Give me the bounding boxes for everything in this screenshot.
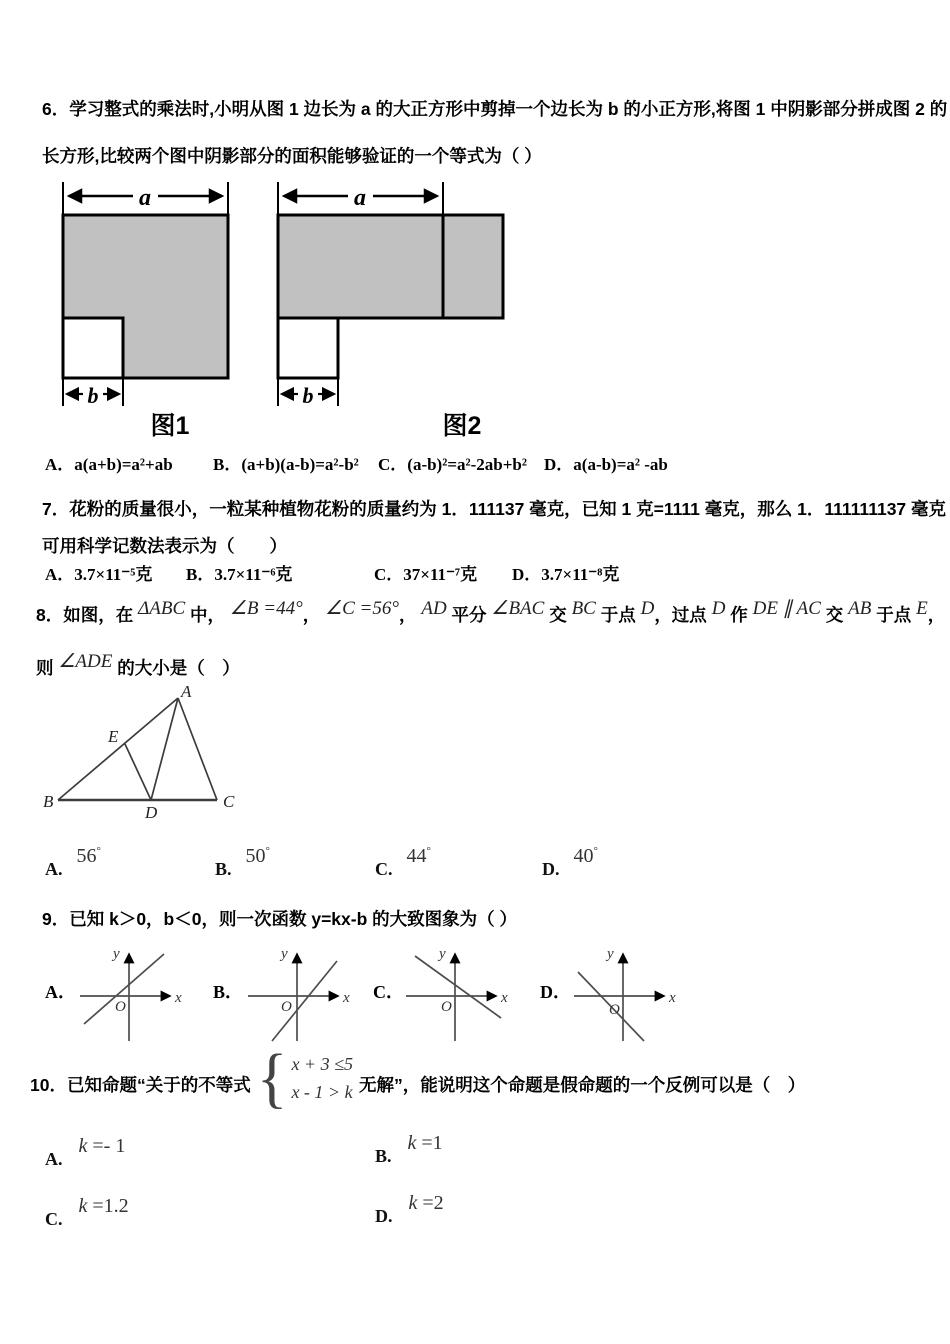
triangle-side-BA [58, 698, 178, 800]
q8-math: D [711, 598, 726, 619]
question-6-figure [55, 182, 515, 437]
q8-option-a [45, 845, 101, 879]
q8-option-d [542, 845, 598, 879]
question-9-line-1: 9．已知 k＞0，b＜0，则一次函数 y=kx-b 的大致图象为（ ） [42, 909, 518, 929]
question-7-line-1: 7．花粉的质量很小，一粒某种植物花粉的质量约为 1．111137 毫克，已知 1 克=1111 毫克，那么 1．111111137 毫克 [42, 499, 947, 519]
q7-option-d-label: D． [512, 565, 542, 584]
q7-option-d [512, 560, 619, 585]
triangle-segment-ED [125, 744, 151, 800]
y-axis-label: y [113, 946, 120, 962]
q8-text: 8．如图，在 [36, 605, 139, 625]
q10-option-c-value: k =1.2 [78, 1195, 129, 1217]
q10-option-a-value: k =- 1 [78, 1135, 126, 1157]
q10-option-d [375, 1192, 444, 1226]
question-6-line-2: 长方形,比较两个图中阴影部分的面积能够验证的一个等式为（ ） [42, 146, 542, 166]
q8-math: E [916, 598, 928, 619]
q6-option-b [213, 450, 359, 475]
q10-option-c-label: C. [45, 1209, 63, 1229]
q6-option-d-label: D． [544, 455, 574, 474]
q10-text-pre: 10．已知命题“关于的不等式 [30, 1074, 251, 1095]
question-8-triangle-figure [35, 686, 290, 821]
q8-option-b-label: B. [215, 859, 232, 879]
q6-option-c [378, 450, 527, 475]
q10-option-d-label: D. [375, 1206, 393, 1226]
q8-math: ∠B =44° [229, 598, 303, 619]
q8-text: 作 [725, 605, 753, 625]
figure2-caption: 图2 [442, 412, 482, 437]
question-7-line-2: 可用科学记数法表示为（ ） [42, 536, 287, 556]
q10-text-post: 无解”，能说明这个命题是假命题的一个反例可以是（ ） [358, 1074, 806, 1095]
q7-option-b-text: 3.7×11⁻⁶克 [214, 565, 293, 584]
q8-text: 平分 [446, 605, 492, 625]
y-axis-label: y [281, 946, 288, 962]
origin-label: O [609, 1002, 620, 1018]
q6-option-a-text: a(a+b)=a²+ab [74, 455, 173, 474]
figure1-label-b: b [87, 383, 99, 408]
q10-inequality-system [291, 1050, 353, 1106]
q6-option-c-text: (a-b)²=a²-2ab+b² [407, 455, 527, 474]
q8-math: D [640, 598, 655, 619]
question-6-line-1: 6．学习整式的乘法时,小明从图 1 边长为 a 的大正方形中剪掉一个边长为 b 的小正方形,将图 1 中阴影部分拼成图 2 的 [42, 99, 948, 119]
q8-math: BC [571, 598, 596, 619]
x-axis-label: x [343, 990, 350, 1006]
q6-option-b-label: B． [213, 455, 242, 474]
figure2-rectangle [278, 215, 503, 318]
q6-option-c-label: C． [378, 455, 408, 474]
q8-math: ∠BAC [491, 598, 545, 619]
q6-option-d-text: a(a-b)=a² -ab [573, 455, 668, 474]
figure2-label-a: a [354, 185, 366, 211]
triangle-side-AC [178, 698, 217, 800]
q8-math: AD [421, 598, 447, 619]
figure-1-group [63, 182, 228, 437]
q8-option-a-label: A. [45, 859, 63, 879]
q9-option-d-label: D． [540, 982, 571, 1002]
q8-option-c [375, 845, 431, 879]
q10-option-d-value: k =2 [408, 1192, 444, 1214]
q8-text: 交 [544, 605, 572, 625]
q9-graph-a [72, 944, 187, 1044]
question-8-line-2 [36, 651, 240, 680]
q8-math: ΔABC [138, 598, 186, 619]
q8-text: 于点 [871, 605, 917, 625]
q9-graph-d [566, 944, 681, 1044]
q9-option-a-label: A． [45, 982, 76, 1002]
q8-math: DE ∥ AC [752, 598, 821, 619]
q9-option-b-label: B． [213, 982, 244, 1002]
q8-math: AB [848, 598, 872, 619]
q8-option-b-value: 50° [245, 845, 270, 867]
q8-math: ∠C =56° [325, 598, 399, 619]
x-axis-label: x [501, 990, 508, 1006]
q7-option-d-text: 3.7×11⁻⁸克 [541, 565, 620, 584]
q8-option-b [215, 845, 270, 879]
q7-option-b-label: B． [186, 565, 215, 584]
q7-option-b [186, 560, 292, 585]
x-axis-label: x [669, 990, 676, 1006]
q8-option-c-label: C. [375, 859, 393, 879]
q7-option-c [374, 560, 477, 585]
figure2-label-b: b [302, 383, 314, 408]
origin-label: O [441, 999, 452, 1015]
y-axis-label: y [607, 946, 614, 962]
origin-label: O [281, 999, 292, 1015]
q7-option-a [45, 560, 152, 585]
q8-text: ，过点 [654, 605, 712, 625]
q7-option-a-label: A． [45, 565, 75, 584]
q9-option-c-label: C． [373, 982, 404, 1002]
q8-math: ∠ADE [58, 651, 113, 672]
figure2-b-square [278, 318, 338, 378]
q10-option-b [375, 1132, 443, 1166]
q6-option-b-text: (a+b)(a-b)=a²-b² [241, 455, 359, 474]
triangle-label-C: C [223, 792, 235, 811]
q8-text: ， [927, 605, 946, 625]
q10-option-c [45, 1195, 129, 1229]
q8-option-a-value: 56° [76, 845, 101, 867]
q10-option-b-value: k =1 [407, 1132, 443, 1154]
figure1-cutout-square [63, 318, 123, 378]
triangle-label-E: E [108, 727, 119, 746]
q10-option-a [45, 1135, 126, 1169]
q6-option-a [45, 450, 173, 475]
triangle-segment-AD [151, 698, 178, 800]
triangle-label-D: D [145, 803, 158, 821]
q7-option-a-text: 3.7×11⁻⁵克 [74, 565, 153, 584]
figure1-label-a: a [139, 185, 151, 211]
q10-system-brace: { [256, 1040, 288, 1115]
q10-option-a-label: A. [45, 1149, 63, 1169]
origin-label: O [115, 999, 126, 1015]
triangle-label-A: A [181, 686, 192, 701]
figure-2-group [278, 182, 503, 437]
q6-option-d [544, 450, 668, 475]
q10-inequality-1: x + 3 ≤5 [291, 1054, 353, 1074]
q9-graph-c [398, 944, 513, 1044]
q10-option-b-label: B. [375, 1146, 392, 1166]
q9-graph-b [240, 944, 355, 1044]
q8-text: 中， [185, 605, 230, 625]
question-10-line [30, 1040, 806, 1115]
q8-option-d-value: 40° [573, 845, 598, 867]
figure1-caption: 图1 [150, 412, 190, 437]
q8-text: 则 [36, 658, 59, 678]
q8-option-c-value: 44° [406, 845, 431, 867]
x-axis-label: x [175, 990, 182, 1006]
function-line [415, 956, 501, 1018]
q7-option-c-label: C． [374, 565, 404, 584]
q8-text: 交 [820, 605, 849, 625]
q6-option-a-label: A． [45, 455, 75, 474]
q8-text: 的大小是（ ） [112, 658, 240, 678]
q8-option-d-label: D. [542, 859, 560, 879]
q7-option-c-text: 37×11⁻⁷克 [403, 565, 478, 584]
q8-text: ， [302, 605, 326, 625]
question-8-line-1 [36, 598, 946, 627]
y-axis-label: y [439, 946, 446, 962]
q8-text: 于点 [595, 605, 641, 625]
q8-text: ， [398, 605, 422, 625]
q10-inequality-2: x - 1 > k [291, 1082, 353, 1102]
triangle-label-B: B [43, 792, 54, 811]
